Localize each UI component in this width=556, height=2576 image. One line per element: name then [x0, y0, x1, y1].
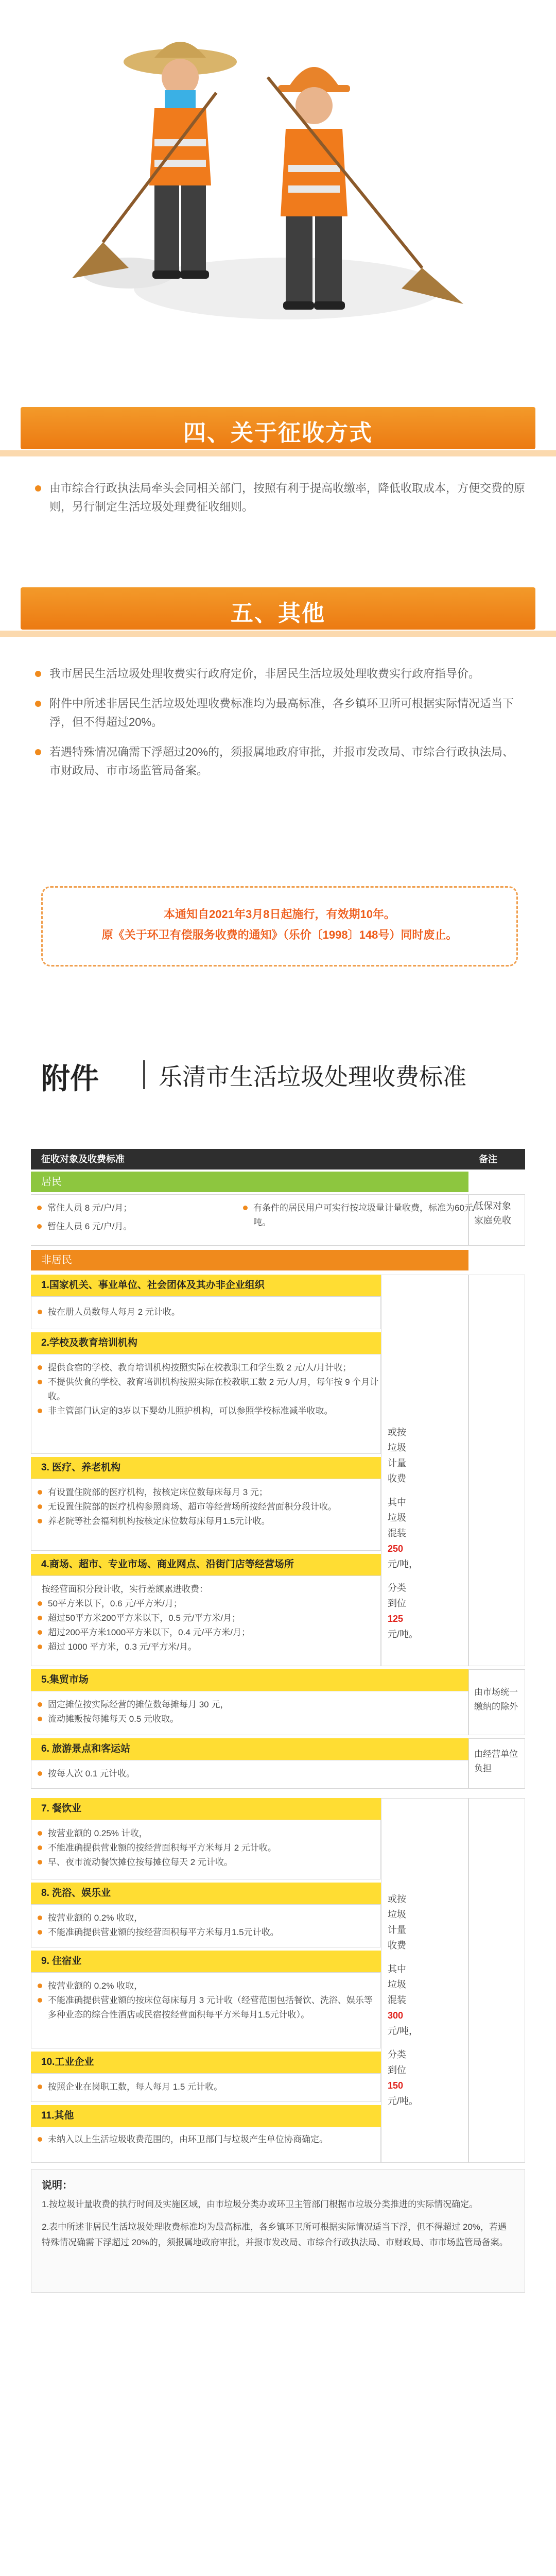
table-header-left: 征收对象及收费标准 [31, 1149, 468, 1170]
nonresident-label: 非居民 [31, 1250, 468, 1270]
note-2: 2.表中所述非居民生活垃圾处理收费标准均为最高标准，各乡镇环卫所可根据实际情况适当下浮，但不得超过 20%，若遇特殊情况确需下浮超过 20%的，须报属地政府审批，并报市发改局、市综合行政执法局、市财政局、市市场监管局备案。 [42, 2222, 508, 2247]
resident-note: 低保对象家庭免收 [468, 1194, 525, 1246]
annex-title: 乐清市生活垃圾处理收费标准 [159, 1063, 466, 1090]
list-item: 附件中所述非居民生活垃圾处理收费标准均为最高标准，各乡镇环卫所可根据实际情况适当下浮，但不得超过20%。 [31, 694, 525, 732]
category-2-title: 2.学校及教育培训机构 [31, 1332, 381, 1354]
section-4-text: 由市综合行政执法局牵头会同相关部门，按照有利于提高收缴率，降低收取成本，方便交费的原则，另行制定生活垃圾处理费征收细则。 [49, 482, 526, 513]
category-8-title: 8. 洗浴、娱乐业 [31, 1883, 381, 1904]
category-11-title: 11.其他 [31, 2105, 381, 2127]
category-6-body: 按每人次 0.1 元计收。 [31, 1760, 468, 1789]
category-5-note: 由市场统一缴纳的除外 [468, 1669, 525, 1735]
category-8-body: 按营业额的 0.2% 收取， 不能准确提供营业额的按经营面积每平方米每月1.5元计收。 [31, 1904, 381, 1947]
list-item: 我市居民生活垃圾处理收费实行政府定价，非居民生活垃圾处理收费实行政府指导价。 [31, 665, 525, 683]
category-9-body: 按营业额的 0.2% 收取， 不能准确提供营业额的按床位每床每月 3 元计收（经营范围包括餐饮、洗浴、娱乐等多种业态的综合性酒店或民宿按经营面积每平方米每月1.5元计收）。 [31, 1972, 381, 2048]
resident-block: 常住人员 8 元/户/月； 暂住人员 6 元/户/月。 有条件的居民用户可实行按垃圾量计量收费，标准为60元/吨。 [31, 1194, 468, 1246]
notes-title: 说明： [42, 2180, 73, 2191]
category-5-body: 固定摊位按实际经营的摊位数每摊每月 30 元， 流动摊贩按每摊每天 0.5 元收取。 [31, 1691, 468, 1735]
effective-date-notice [41, 886, 518, 967]
notice-line-2: 原《关于环卫有偿服务收费的通知》（乐价〔1998〕148号）同时废止。 [101, 928, 458, 941]
category-11-body: 未纳入以上生活垃圾收费范围的，由环卫部门与垃圾产生单位协商确定。 [31, 2127, 381, 2163]
category-2-body: 提供食宿的学校、教育培训机构按照实际在校教职工和学生数 2 元/人/月计收； 不提供伙食的学校、教育培训机构按照实际在校教职工数 2 元/人/月，每年按 9 个月计收。 非主管部门认定的3岁以下婴幼儿照护机构，可以参照学校标准减半收取。 [31, 1354, 381, 1454]
category-10-title: 10.工业企业 [31, 2052, 381, 2073]
resident-label: 居民 [31, 1172, 468, 1192]
category-3-body: 有设置住院部的医疗机构，按核定床位数每床每月 3 元； 无设置住院部的医疗机构参照商场、超市等经营场所按经营面积分段计收。 养老院等社会福利机构按核定床位数每床每月1.5元计收。 [31, 1479, 381, 1551]
category-4-title: 4.商场、超市、专业市场、商业网点、沿街门店等经营场所 [31, 1554, 381, 1575]
section-5-title: 五、其他 [231, 601, 325, 626]
annex-header [31, 1051, 525, 1097]
section-5-banner [0, 587, 556, 630]
section-4-banner [0, 407, 556, 449]
table-header-right: 备注 [468, 1149, 525, 1170]
category-6-title: 6. 旅游景点和客运站 [31, 1738, 468, 1760]
category-9-title: 9. 住宿业 [31, 1951, 381, 1972]
note-1: 1.按垃圾计量收费的执行时间及实施区域，由市垃圾分类办或环卫主管部门根据市垃圾分类推进的实际情况确定。 [42, 2199, 478, 2209]
category-7-title: 7. 餐饮业 [31, 1798, 381, 1820]
category-6-note: 由经营单位负担 [468, 1738, 525, 1789]
group-b-side-note: 或按 垃圾 计量 收费 其中 垃圾 混装 300 元/吨， 分类 到位 150 元/吨。 [381, 1798, 468, 2163]
section-4-title: 四、关于征收方式 [183, 420, 373, 446]
category-3-title: 3. 医疗、养老机构 [31, 1457, 381, 1479]
category-1-body: 按在册人员数每人每月 2 元计收。 [31, 1296, 381, 1329]
list-item: 若遇特殊情况确需下浮超过20%的，须报属地政府审批，并报市发改局、市综合行政执法局、市财政局、市市场监管局备案。 [31, 743, 525, 780]
table-notes [31, 2169, 525, 2293]
category-4-body: 按经营面积分段计收，实行差额累进收费： 50平方米以下，0.6 元/平方米/月； 超过50平方米200平方米以下，0.5 元/平方米/月； 超过200平方米1000平方米以下，0.4 元/平方米/月； 超过 1000 平方米，0.3 元/平方米/月。 [31, 1575, 381, 1666]
sweeper-illustration [0, 0, 556, 371]
group-a-side-note: 或按 垃圾 计量 收费 其中 垃圾 混装 250 元/吨， 分类 到位 125 元/吨。 [381, 1275, 468, 1666]
section-4-body [31, 479, 525, 528]
category-1-title: 1.国家机关、事业单位、社会团体及其办非企业组织 [31, 1275, 381, 1296]
category-10-body: 按照企业在岗职工数，每人每月 1.5 元计收。 [31, 2073, 381, 2102]
annex-tag: 附件 [41, 1062, 99, 1095]
category-5-title: 5.集贸市场 [31, 1669, 468, 1691]
section-5-body [31, 665, 525, 791]
category-7-body: 按营业额的 0.25% 计收， 不能准确提供营业额的按经营面积每平方米每月 2 元计收。 早、夜市流动餐饮摊位按每摊位每天 2 元计收。 [31, 1820, 381, 1879]
list-item [31, 479, 525, 516]
notice-line-1: 本通知自2021年3月8日起施行，有效期10年。 [164, 908, 395, 921]
